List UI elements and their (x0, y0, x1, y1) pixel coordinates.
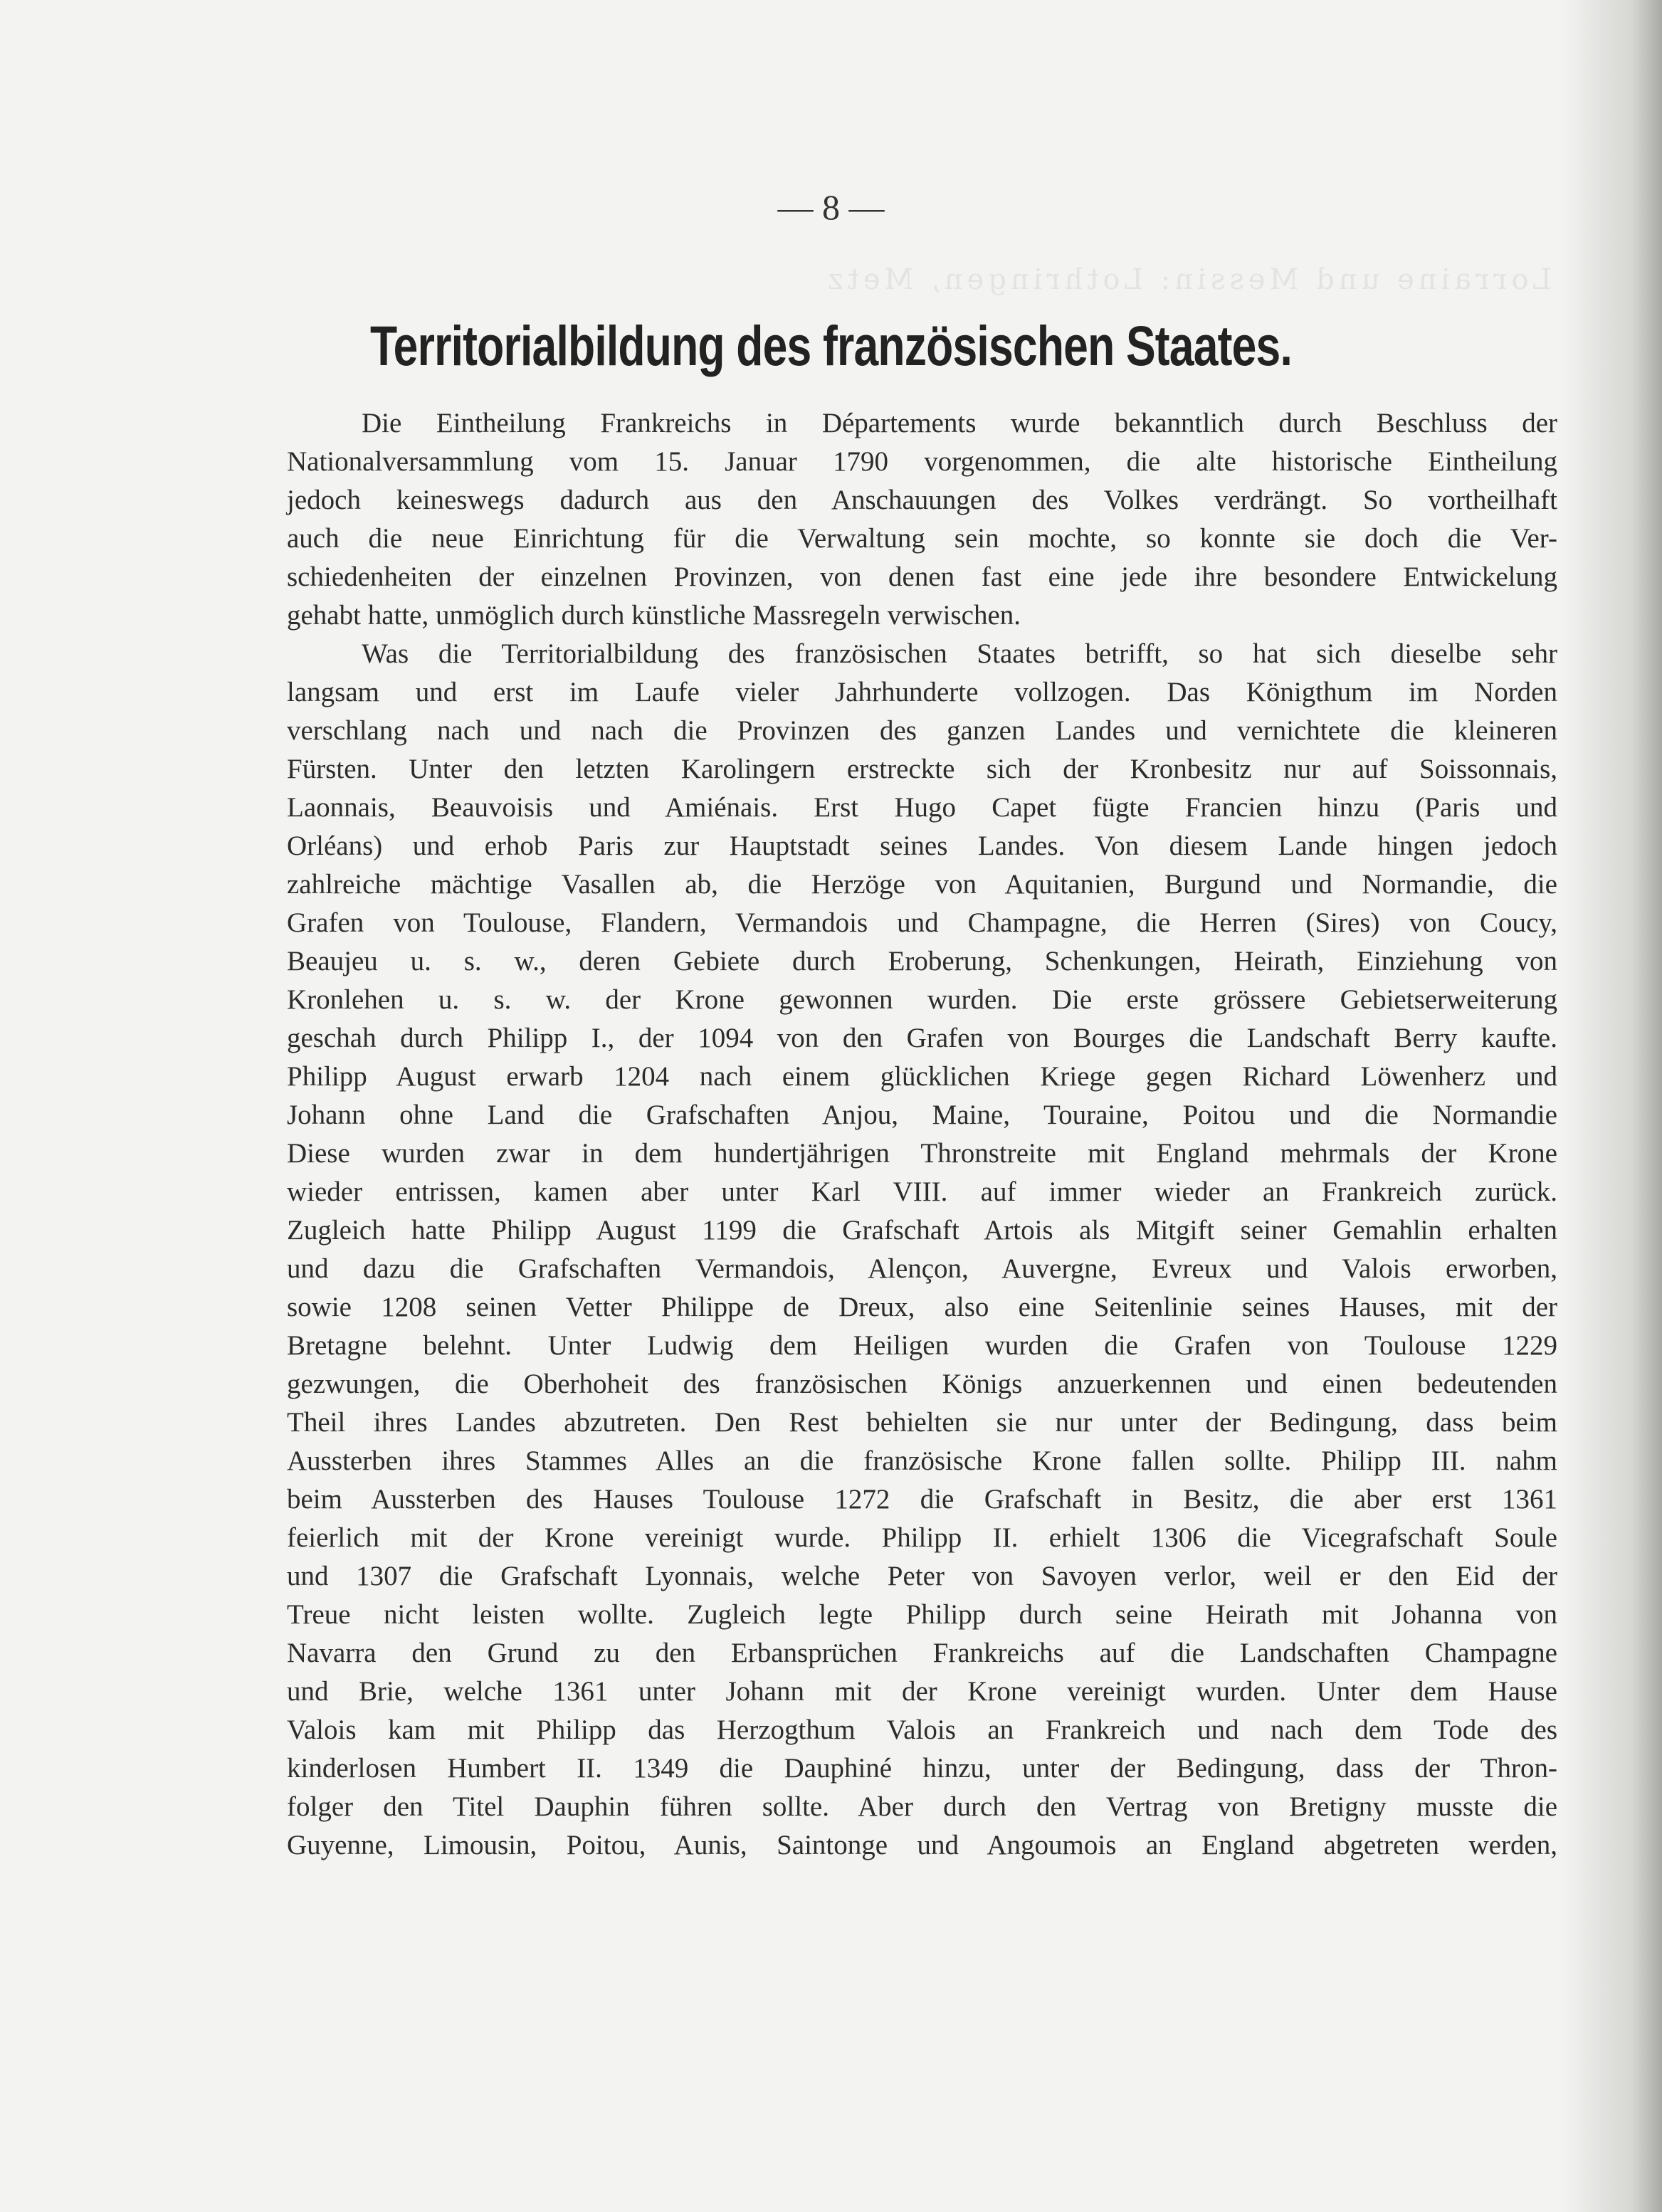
text-line: Laonnais, Beauvoisis und Amiénais. Erst Hugo Capet fügte Francien hinzu (Paris und (287, 792, 1557, 823)
text-line: Bretagne belehnt. Unter Ludwig dem Heiligen wurden die Grafen von Toulouse 1229 (287, 1330, 1557, 1361)
text-line: Johann ohne Land die Grafschaften Anjou, Maine, Touraine, Poitou und die Normandie (287, 1100, 1557, 1130)
text-line: gehabt hatte, unmöglich durch künstliche Massregeln verwischen. (287, 600, 1021, 631)
text-line: beim Aussterben des Hauses Toulouse 1272 die Grafschaft in Besitz, die aber erst 1361 (287, 1484, 1557, 1515)
text-line: und Brie, welche 1361 unter Johann mit der Krone vereinigt wurden. Unter dem Hause (287, 1676, 1557, 1707)
text-line: Philipp August erwarb 1204 nach einem glücklichen Kriege gegen Richard Löwenherz und (287, 1061, 1557, 1092)
text-line: kinderlosen Humbert II. 1349 die Dauphiné hinzu, unter der Bedingung, dass der Thron- (287, 1753, 1557, 1784)
text-line: und 1307 die Grafschaft Lyonnais, welche Peter von Savoyen verlor, weil er den Eid der (287, 1561, 1557, 1591)
text-line: feierlich mit der Krone vereinigt wurde. Philipp II. erhielt 1306 die Vicegrafschaft Soule (287, 1522, 1557, 1553)
text-line: Navarra den Grund zu den Erbansprüchen Frankreichs auf die Landschaften Champagne (287, 1638, 1557, 1668)
text-line: Valois kam mit Philipp das Herzogthum Valois an Frankreich und nach dem Tode des (287, 1715, 1557, 1745)
text-line: Orléans) und erhob Paris zur Hauptstadt seines Landes. Von diesem Lande hingen jedoch (287, 831, 1557, 861)
text-line: Kronlehen u. s. w. der Krone gewonnen wurden. Die erste grössere Gebietserweiterung (287, 984, 1557, 1015)
text-line: Diese wurden zwar in dem hundertjährigen Thronstreite mit England mehrmals der Krone (287, 1138, 1557, 1169)
body-text (287, 404, 1557, 1865)
text-line: gezwungen, die Oberhoheit des französischen Königs anzuerkennen und einen bedeutenden (287, 1369, 1557, 1399)
bleed-through-watermark: Lorraine und Messin: Lothringen, Metz (824, 263, 1552, 296)
text-line: schiedenheiten der einzelnen Provinzen, von denen fast eine jede ihre besondere Entwickelung (287, 562, 1557, 592)
text-line: Aussterben ihres Stammes Alles an die französische Krone fallen sollte. Philipp III. nahm (287, 1445, 1557, 1476)
text-line: sowie 1208 seinen Vetter Philippe de Dreux, also eine Seitenlinie seines Hauses, mit der (287, 1292, 1557, 1322)
text-line: Fürsten. Unter den letzten Karolingern erstreckte sich der Kronbesitz nur auf Soissonnais, (287, 754, 1557, 784)
page-edge-shadow (1562, 0, 1662, 2212)
text-line: Guyenne, Limousin, Poitou, Aunis, Saintonge und Angoumois an England abgetreten werden, (287, 1830, 1557, 1860)
text-line: verschlang nach und nach die Provinzen des ganzen Landes und vernichtete die kleineren (287, 715, 1557, 746)
text-line: zahlreiche mächtige Vasallen ab, die Herzöge von Aquitanien, Burgund und Normandie, die (287, 869, 1557, 900)
page-title: Territorialbildung des französischen Staates. (369, 314, 1293, 377)
text-line: Beaujeu u. s. w., deren Gebiete durch Eroberung, Schenkungen, Heirath, Einziehung von (287, 946, 1557, 976)
text-line: Nationalversammlung vom 15. Januar 1790 vorgenommen, die alte historische Eintheilung (287, 446, 1557, 477)
text-line: jedoch keineswegs dadurch aus den Anschauungen des Volkes verdrängt. So vortheilhaft (287, 485, 1557, 515)
page-number: — 8 — (777, 187, 885, 227)
text-line: Die Eintheilung Frankreichs in Départements wurde bekanntlich durch Beschluss der (362, 408, 1557, 438)
text-line: Was die Territorialbildung des französischen Staates betrifft, so hat sich dieselbe sehr (362, 638, 1557, 669)
text-line: Treue nicht leisten wollte. Zugleich legte Philipp durch seine Heirath mit Johanna von (287, 1599, 1557, 1630)
text-line: auch die neue Einrichtung für die Verwaltung sein mochte, so konnte sie doch die Ver- (287, 523, 1557, 554)
text-line: Zugleich hatte Philipp August 1199 die Grafschaft Artois als Mitgift seiner Gemahlin erhalten (287, 1215, 1557, 1245)
text-line: folger den Titel Dauphin führen sollte. Aber durch den Vertrag von Bretigny musste die (287, 1791, 1557, 1822)
text-line: und dazu die Grafschaften Vermandois, Alençon, Auvergne, Evreux und Valois erworben, (287, 1253, 1557, 1284)
text-line: Theil ihres Landes abzutreten. Den Rest behielten sie nur unter der Bedingung, dass beim (287, 1407, 1557, 1438)
text-line: langsam und erst im Laufe vieler Jahrhunderte vollzogen. Das Königthum im Norden (287, 677, 1557, 707)
text-line: Grafen von Toulouse, Flandern, Vermandois und Champagne, die Herren (Sires) von Coucy, (287, 907, 1557, 938)
text-line: wieder entrissen, kamen aber unter Karl VIII. auf immer wieder an Frankreich zurück. (287, 1176, 1557, 1207)
text-line: geschah durch Philipp I., der 1094 von den Grafen von Bourges die Landschaft Berry kaufte. (287, 1023, 1557, 1053)
